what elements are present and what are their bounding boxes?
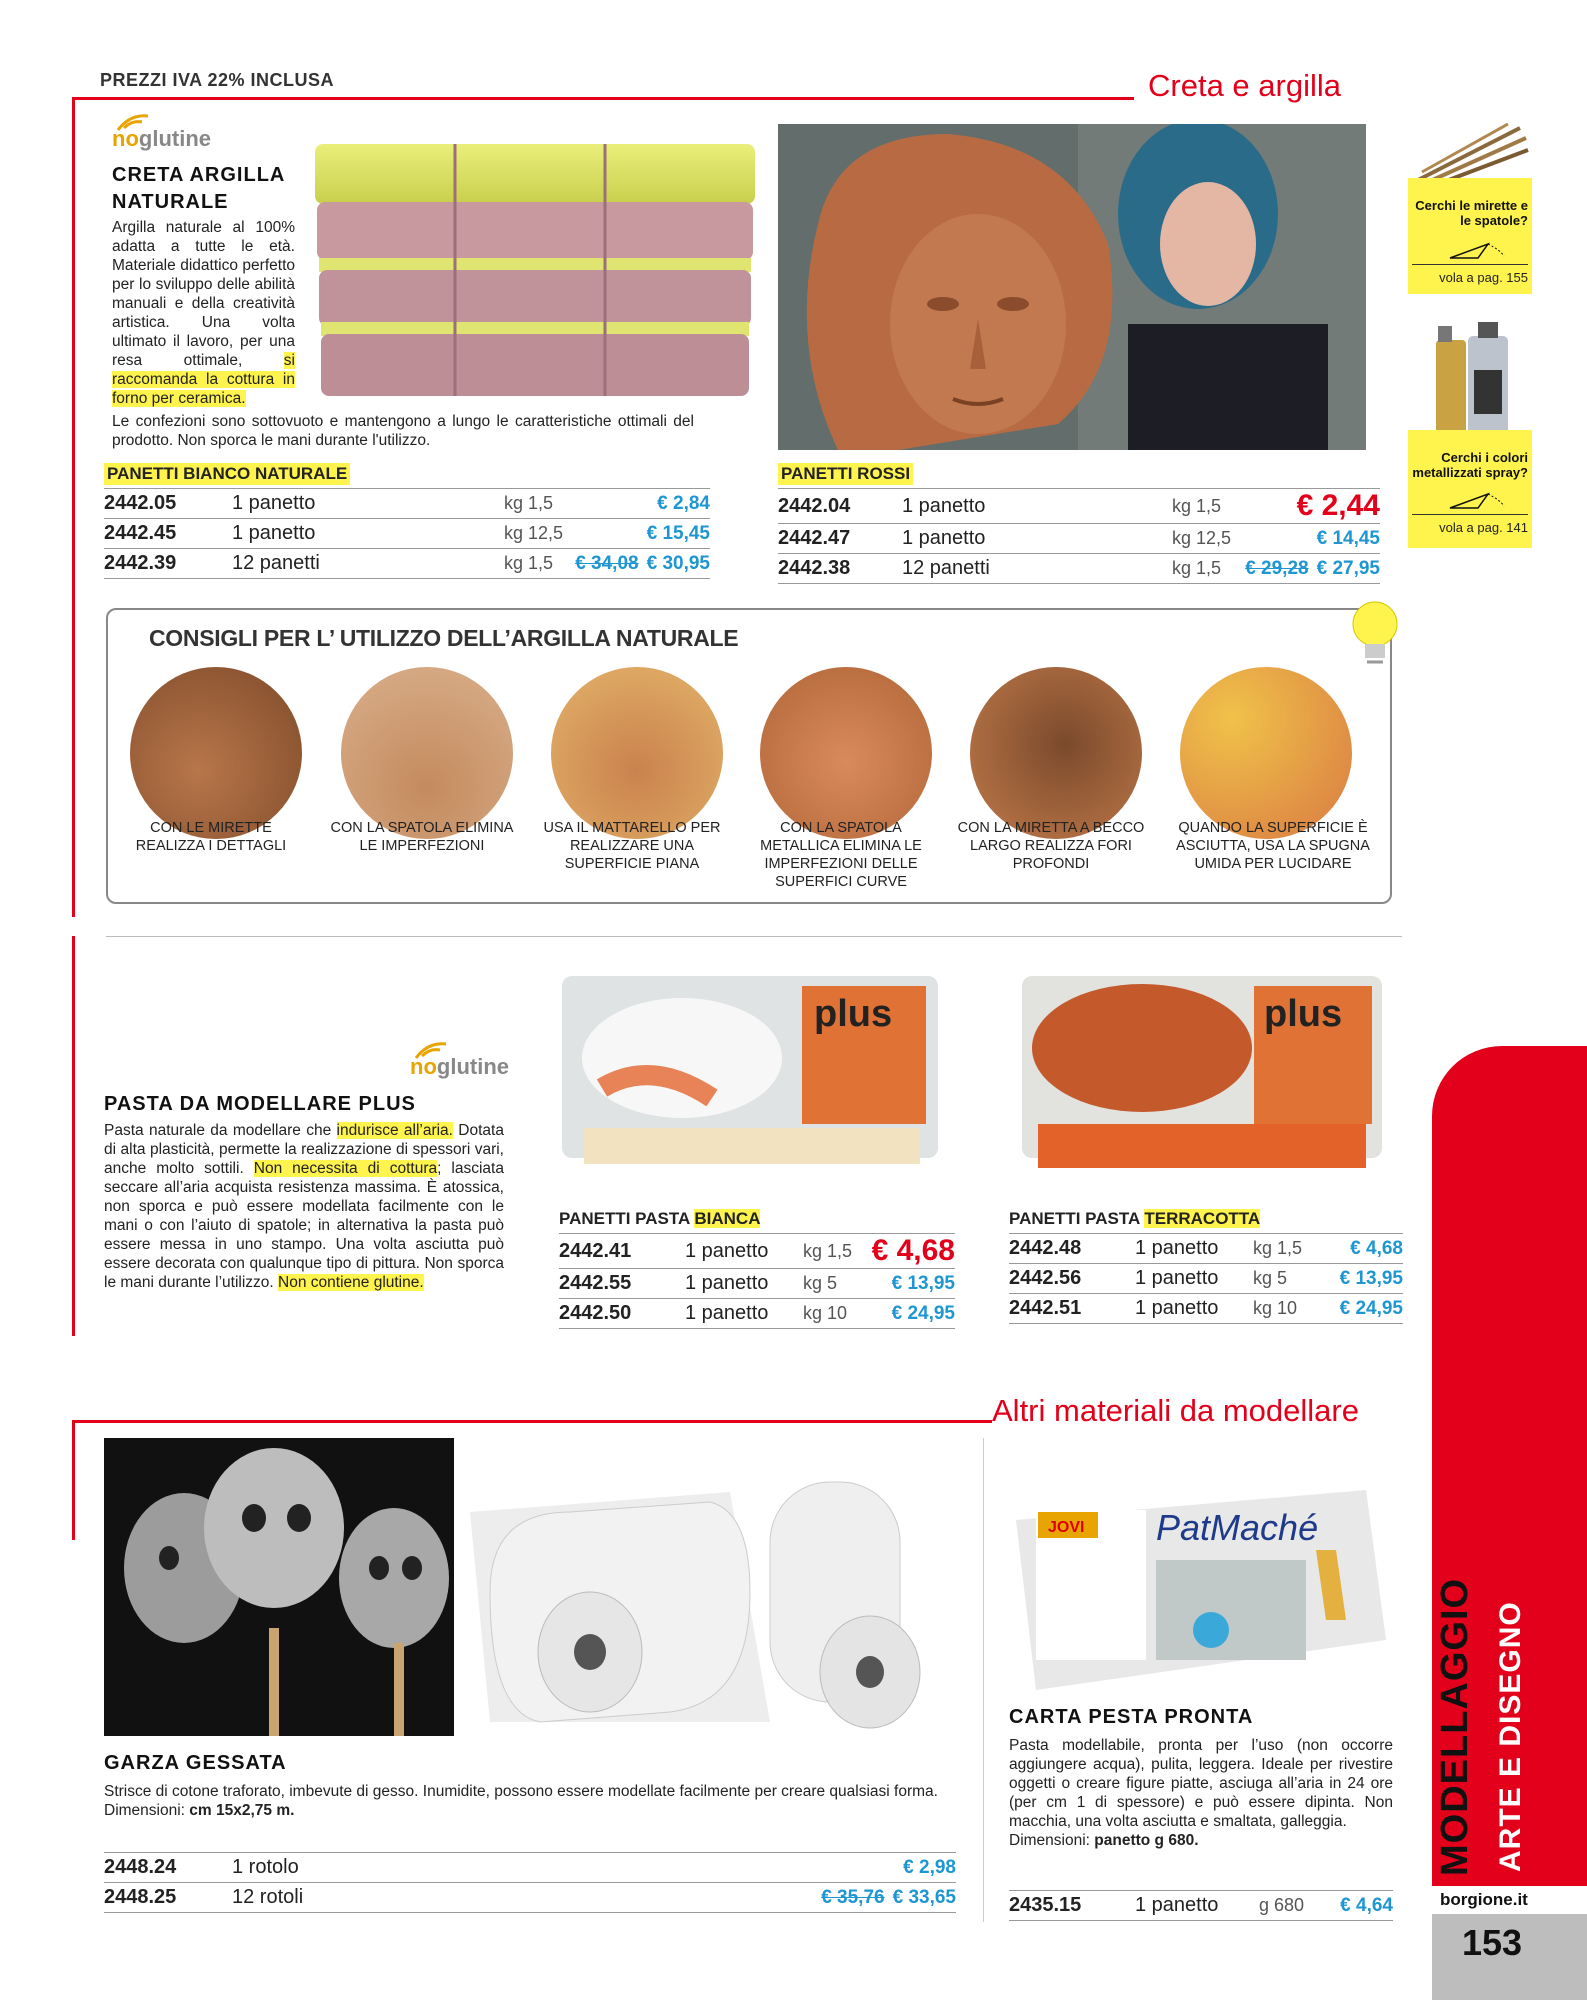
table-row: 2448.24 1 rotolo € 2,98 xyxy=(104,1853,956,1883)
price-table-plus-bianca xyxy=(559,1208,955,1329)
product-title-plus: PASTA DA MODELLARE PLUS xyxy=(104,1093,416,1115)
tip-text-5: CON LA MIRETTA A BECCO LARGO REALIZZA FORI PROFONDI xyxy=(957,820,1145,872)
side-note-tools[interactable] xyxy=(1408,120,1532,296)
vat-note: PREZZI IVA 22% INCLUSA xyxy=(100,70,335,90)
table-header: PANETTI PASTA BIANCA xyxy=(559,1209,761,1228)
product-title-garza: GARZA GESSATA xyxy=(104,1752,287,1774)
left-rule-plus xyxy=(72,936,75,1336)
left-rule-top xyxy=(72,97,75,917)
page-number: 153 xyxy=(1462,1922,1523,1963)
tip-photo-1 xyxy=(130,667,302,839)
table-header: PANETTI BIANCO NATURALE xyxy=(104,463,350,485)
product-title-creta: CRETA ARGILLA NATURALE xyxy=(112,164,285,213)
product-desc-plus: Pasta naturale da modellare che indurisce all’aria. Dotata di alta plasticità, permette la realizzazione di spessori vari, anche molto sottili. Non necessita di cottura; lasciata seccare all’aria acquista resistenza massima. È atossica, non sporca e può essere modellata facilmente con le mani o con l’aiuto di spatole; in alternativa la pasta può essere messa in uno stampo. Una volta asciutta può essere decorata con qualunque tipo di pittura. Non sporca le mani durante l’utilizzo. Non contiene glutine. xyxy=(104,1122,504,1291)
table-row: 2442.38 12 panetti kg 1,5 € 29,28 € 27,95 xyxy=(778,554,1380,584)
table-header: PANETTI PASTA TERRACOTTA xyxy=(1009,1209,1261,1228)
tip-photo-3 xyxy=(551,667,723,839)
paper-plane-icon xyxy=(1448,490,1508,512)
table-row: 2442.41 1 panetto kg 1,5 € 4,68 xyxy=(559,1234,955,1267)
price-table-creta-bianco xyxy=(104,463,710,579)
table-row: 2442.45 1 panetto kg 12,5 € 15,45 xyxy=(104,519,710,549)
patmache-logo: PatMaché xyxy=(1156,1507,1319,1548)
table-row: 2442.51 1 panetto kg 10 € 24,95 xyxy=(1009,1294,1403,1324)
plus-logo: plus xyxy=(814,993,893,1035)
header-rule xyxy=(72,97,1134,100)
tip-text-3: USA IL MATTARELLO PER REALIZZARE UNA SUPERFICIE PIANA xyxy=(543,820,721,872)
product-desc-creta-cont: Le confezioni sono sottovuoto e mantengono a lungo le caratteristiche ottimali del prodotto. Non sporca le mani durante l'utilizzo. xyxy=(112,413,694,449)
price-table-creta-rossi xyxy=(778,463,1380,584)
side-note-rule xyxy=(1412,514,1528,515)
wheat-icon xyxy=(414,1040,448,1062)
column-divider xyxy=(983,1438,984,1922)
table-row: 2442.55 1 panetto kg 5 € 13,95 xyxy=(559,1269,955,1299)
wheat-icon xyxy=(116,112,150,134)
table-row: 2442.39 12 panetti kg 1,5 € 34,08 € 30,95 xyxy=(104,549,710,579)
side-note-question: Cerchi i colori metallizzati spray? xyxy=(1412,450,1528,480)
paper-plane-icon xyxy=(1448,240,1508,262)
tip-text-6: QUANDO LA SUPERFICIE È ASCIUTTA, USA LA SPUGNA UMIDA PER LUCIDARE xyxy=(1176,820,1370,872)
altri-rule xyxy=(72,1420,992,1423)
tip-text-1: CON LE MIRETTE REALIZZA I DETTAGLI xyxy=(135,820,287,854)
no-glutine-badge: noglutine xyxy=(112,126,211,152)
table-row: 2442.47 1 panetto kg 12,5 € 14,45 xyxy=(778,524,1380,554)
category-main: MODELLAGGIO xyxy=(1434,1577,1476,1876)
plaster-gauze-photo xyxy=(470,1472,962,1734)
tip-photo-6 xyxy=(1180,667,1352,839)
plus-logo: plus xyxy=(1264,993,1343,1035)
tip-photo-4 xyxy=(760,667,932,839)
table-row: 2442.05 1 panetto kg 1,5 € 2,84 xyxy=(104,489,710,519)
table-row: 2442.04 1 panetto kg 1,5 € 2,44 xyxy=(778,489,1380,522)
price-table-carta xyxy=(1009,1890,1393,1921)
plus-terracotta-package xyxy=(1022,968,1382,1172)
price-table-garza xyxy=(104,1852,956,1913)
section-divider xyxy=(106,936,1402,937)
table-row: 2442.48 1 panetto kg 1,5 € 4,68 xyxy=(1009,1234,1403,1264)
left-rule-altri xyxy=(72,1420,75,1540)
side-note-link[interactable]: vola a pag. 155 xyxy=(1439,270,1528,285)
side-note-rule xyxy=(1412,264,1528,265)
plaster-heads-photo xyxy=(104,1438,454,1736)
page-number-box xyxy=(1432,1914,1587,2000)
side-note-spray[interactable] xyxy=(1408,320,1532,548)
category-tab[interactable] xyxy=(1432,1046,1587,1886)
site-url[interactable]: borgione.it xyxy=(1440,1890,1528,1909)
patmache-package-photo xyxy=(1006,1490,1392,1690)
altri-section-title: Altri materiali da modellare xyxy=(992,1393,1359,1428)
sculptor-photo xyxy=(778,124,1366,450)
plus-white-package xyxy=(562,968,938,1168)
product-desc-carta: Pasta modellabile, pronta per l’uso (non occorre aggiungere acqua), pulita, leggera. Ideale per rivestire oggetti o creare figure piatte, asciuga all’aria in 24 ore (per cm 1 di spessore) e può essere dipinta. Non macchia, una volta asciutta e smaltata, galleggia. Dimensioni: panetto g 680. xyxy=(1009,1737,1393,1849)
no-glutine-badge: noglutine xyxy=(410,1054,509,1080)
jovi-logo: JOVI xyxy=(1048,1519,1085,1536)
table-row: 2448.25 12 rotoli € 35,76 € 33,65 xyxy=(104,1883,956,1913)
table-row: 2442.56 1 panetto kg 5 € 13,95 xyxy=(1009,1264,1403,1294)
side-note-link[interactable]: vola a pag. 141 xyxy=(1439,520,1528,535)
tips-title: CONSIGLI PER L’ UTILIZZO DELL’ARGILLA NATURALE xyxy=(149,625,739,651)
table-header: PANETTI ROSSI xyxy=(778,463,913,485)
product-desc-garza: Strisce di cotone traforato, imbevute di gesso. Inumidite, possono essere modellate facilmente per creare qualsiasi forma. Dimensioni: cm 15x2,75 m. xyxy=(104,1783,938,1819)
price-table-plus-terracotta xyxy=(1009,1208,1403,1324)
clay-blocks-photo xyxy=(305,124,767,416)
tip-photo-2 xyxy=(341,667,513,839)
table-row: 2442.50 1 panetto kg 10 € 24,95 xyxy=(559,1299,955,1329)
tip-text-4: CON LA SPATOLA METALLICA ELIMINA LE IMPERFEZIONI DELLE SUPERFICI CURVE xyxy=(760,820,922,890)
light-bulb-icon xyxy=(1345,596,1405,670)
category-sub: ARTE E DISEGNO xyxy=(1494,1601,1527,1872)
section-title: Creta e argilla xyxy=(1148,68,1341,103)
tip-photo-5 xyxy=(970,667,1142,839)
product-desc-creta: Argilla naturale al 100% adatta a tutte le età. Materiale didattico perfetto per lo sviluppo delle abilità manuali e della creatività artistica. Una volta ultimato il lavoro, per una resa ottimale, si raccomanda la cottura in forno per ceramica. xyxy=(112,219,295,407)
table-row: 2435.15 1 panetto g 680 € 4,64 xyxy=(1009,1891,1393,1921)
tip-text-2: CON LA SPATOLA ELIMINA LE IMPERFEZIONI xyxy=(330,820,514,854)
product-title-carta: CARTA PESTA PRONTA xyxy=(1009,1706,1254,1728)
side-note-question: Cerchi le mirette e le spatole? xyxy=(1415,198,1528,228)
